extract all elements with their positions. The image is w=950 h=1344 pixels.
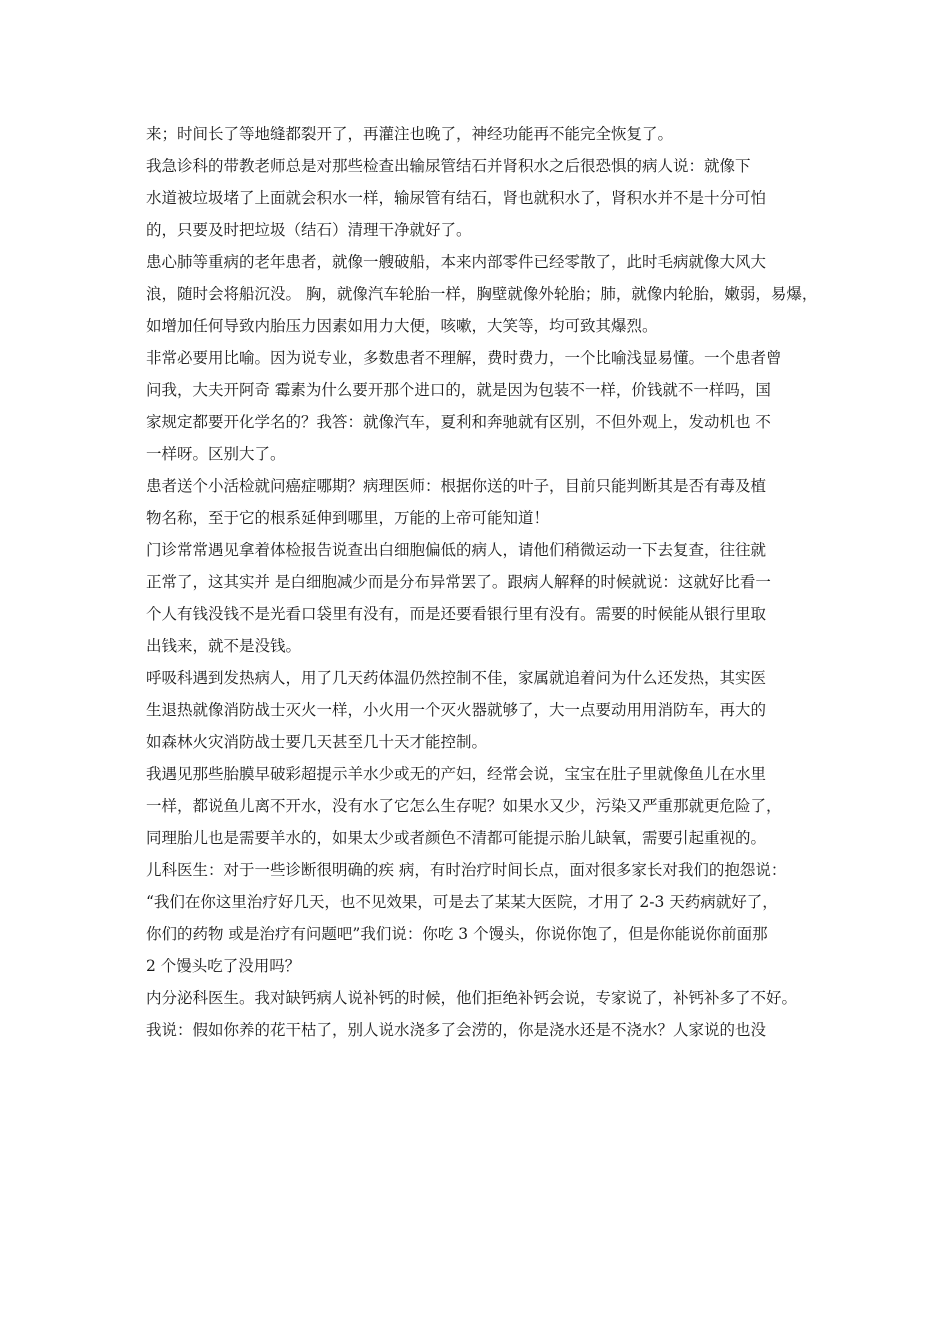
text-line: 家规定都要开化学名的？我答：就像汽车，夏利和奔驰就有区别，不但外观上，发动机也 不 [146,413,771,431]
text-line: 我遇见那些胎膜早破彩超提示羊水少或无的产妇，经常会说，宝宝在肚子里就像鱼儿在水里 [146,765,767,783]
text-line: 一样，都说鱼儿离不开水，没有水了它怎么生存呢？如果水又少，污染又严重那就更危险了， [146,797,782,815]
text-line: 水道被垃圾堵了上面就会积水一样，输尿管有结石，肾也就积水了，肾积水并不是十分可怕 [146,189,767,207]
text-line: 儿科医生：对于一些诊断很明确的疾 病，有时治疗时间长点，面对很多家长对我们的抱怨说： [146,861,787,879]
text-line: 呼吸科遇到发热病人，用了几天药体温仍然控制不佳，家属就追着问为什么还发热，其实医 [146,669,767,687]
text-line: 来；时间长了等地缝都裂开了，再灌注也晚了，神经功能再不能完全恢复了。 [146,125,674,143]
text-line: 门诊常常遇见拿着体检报告说查出白细胞偏低的病人，请他们稍微运动一下去复查，往往就 [146,541,767,559]
document-body [146,118,816,1046]
text-line: 个人有钱没钱不是光看口袋里有没有，而是还要看银行里有没有。需要的时候能从银行里取 [146,605,767,623]
text-line: 出钱来，就不是没钱。 [146,637,302,655]
text-line: 的，只要及时把垃圾（结石）清理干净就好了。 [146,221,472,239]
text-line: 如增加任何导致内胎压力因素如用力大便，咳嗽，大笑等，均可致其爆烈。 [146,317,658,335]
text-line: 我说：假如你养的花干枯了，别人说水浇多了会涝的，你是浇水还是不浇水？人家说的也没 [146,1021,767,1039]
text-line: 同理胎儿也是需要羊水的，如果太少或者颜色不清都可能提示胎儿缺氧，需要引起重视的。 [146,829,767,847]
text-line: 正常了，这其实并 是白细胞减少而是分布异常罢了。跟病人解释的时候就说：这就好比看一 [146,573,771,591]
text-line: 患心肺等重病的老年患者，就像一艘破船，本来内部零件已经零散了，此时毛病就像大风大 [146,253,767,271]
text-line: 2 个馒头吃了没用吗？ [146,957,301,975]
text-line: “我们在你这里治疗好几天，也不见效果，可是去了某某大医院，才用了 2-3 天药病就好了， [146,893,778,911]
text-line: 物名称，至于它的根系延伸到哪里，万能的上帝可能知道！ [146,509,550,527]
text-line: 非常必要用比喻。因为说专业，多数患者不理解，费时费力，一个比喻浅显易懂。一个患者曾 [146,349,782,367]
text-line: 我急诊科的带教老师总是对那些检查出输尿管结石并肾积水之后很恐惧的病人说：就像下 [146,157,751,175]
text-line: 浪，随时会将船沉没。 胸，就像汽车轮胎一样，胸壁就像外轮胎；肺，就像内轮胎，嫩弱，易爆， [146,285,818,303]
text-line: 你们的药物 或是治疗有问题吧”我们说：你吃 3 个馒头，你说你饱了，但是你能说你前面那 [146,925,768,943]
text-line: 一样呀。区别大了。 [146,445,286,463]
text-line: 如森林火灾消防战士要几天甚至几十天才能控制。 [146,733,488,751]
text-line: 生退热就像消防战士灭火一样，小火用一个灭火器就够了，大一点要动用用消防车，再大的 [146,701,767,719]
text-line: 问我，大夫开阿奇 霉素为什么要开那个进口的，就是因为包装不一样，价钱就不一样吗，国 [146,381,771,399]
text-line: 患者送个小活检就问癌症哪期？病理医师：根据你送的叶子，目前只能判断其是否有毒及植 [146,477,767,495]
text-line: 内分泌科医生。我对缺钙病人说补钙的时候，他们拒绝补钙会说，专家说了，补钙补多了不好。 [146,989,798,1007]
